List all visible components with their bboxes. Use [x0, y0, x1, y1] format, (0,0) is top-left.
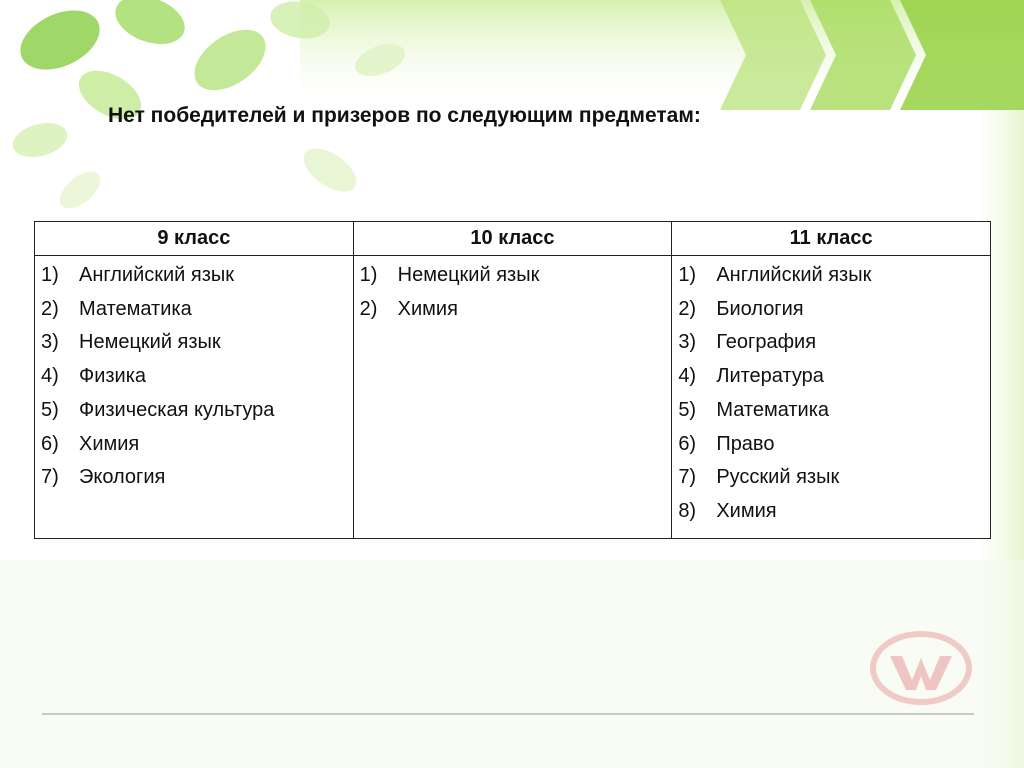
list-item: 7) Экология: [41, 461, 353, 495]
list-item: 1) Английский язык: [41, 259, 353, 293]
subject-label: Химия: [397, 297, 458, 320]
subject-label: Химия: [716, 499, 777, 522]
subject-label: География: [716, 331, 817, 354]
subject-label: Немецкий язык: [79, 331, 221, 354]
grade-11-cell: [672, 256, 991, 539]
subject-label: Физическая культура: [79, 398, 275, 421]
grade-10-subject-list: [354, 256, 672, 326]
list-item: 7) Русский язык: [678, 461, 990, 495]
list-item: 2) Биология: [678, 293, 990, 327]
grade-10-cell: [353, 256, 672, 539]
subject-label: Химия: [79, 432, 140, 455]
list-item: 6) Химия: [41, 428, 353, 462]
subject-label: Литература: [716, 365, 824, 388]
list-item: 2) Химия: [360, 293, 672, 327]
table-header-row: [35, 222, 991, 256]
list-item: 4) Физика: [41, 360, 353, 394]
subject-label: Математика: [79, 297, 192, 320]
list-item: 8) Химия: [678, 495, 990, 529]
subjects-table: [34, 221, 991, 539]
list-item: 3) Немецкий язык: [41, 326, 353, 360]
column-header-grade-11: 11 класс: [672, 222, 991, 256]
university-emblem-logo-icon: [868, 628, 974, 708]
list-item: 3) География: [678, 326, 990, 360]
slide-title: Нет победителей и призеров по следующим предметам:: [108, 104, 701, 127]
list-item: 1) Английский язык: [678, 259, 990, 293]
subject-label: Физика: [79, 365, 147, 388]
list-item: 6) Право: [678, 428, 990, 462]
list-item: 1) Немецкий язык: [360, 259, 672, 293]
subject-label: Русский язык: [716, 466, 840, 489]
grade-11-subject-list: [672, 256, 990, 529]
subject-label: Право: [716, 432, 775, 455]
column-header-grade-9: 9 класс: [35, 222, 354, 256]
subject-label: Английский язык: [716, 264, 872, 286]
grade-9-cell: [35, 256, 354, 539]
subject-label: Биология: [716, 297, 804, 320]
footer-divider: [42, 713, 974, 715]
table-row: [35, 256, 991, 539]
subject-label: Немецкий язык: [397, 264, 540, 286]
grade-9-subject-list: [35, 256, 353, 495]
list-item: 2) Математика: [41, 293, 353, 327]
column-header-grade-10: 10 класс: [353, 222, 672, 256]
list-item: 5) Физическая культура: [41, 394, 353, 428]
list-item: 5) Математика: [678, 394, 990, 428]
subject-label: Математика: [716, 398, 830, 421]
subject-label: Экология: [79, 466, 166, 489]
list-item: 4) Литература: [678, 360, 990, 394]
subject-label: Английский язык: [79, 264, 235, 286]
